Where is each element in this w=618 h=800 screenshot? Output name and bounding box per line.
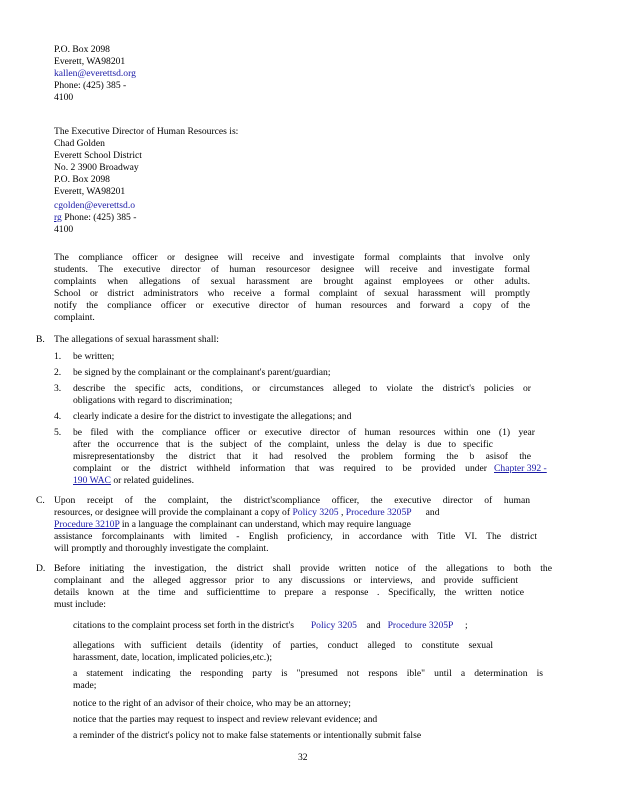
b-item-5-line-1: be filed with the compliance officer or executive director of human resources within one (1) year [73,427,535,438]
b-item-4-num: 4. [54,411,62,422]
intro-line-1: The compliance officer or designee will receive and investigate formal complaints that involve only [54,252,530,263]
contact2-address: No. 2 3900 Broadway [54,162,139,173]
b-item-5-line-2: after the occurrence that is the subject of the complaint, unless the delay is due to specific [73,439,493,450]
intro-line-6: complaint. [54,312,95,323]
c-line-3-text: in a language the complainant can understand, which may require language [119,519,411,530]
contact2-po: P.O. Box 2098 [54,174,110,185]
contact1-phone: Phone: (425) 385 - [54,80,127,91]
b-item-4-text: clearly indicate a desire for the district to investigate the allegations; and [73,411,352,422]
contact2-phone: Phone: (425) 385 - [64,212,137,223]
b-item-5-line-3: misrepresentationsby the district that it had resolved the problem forming the b asisof the [73,451,531,462]
contact2-phone-cont: 4100 [54,224,74,235]
contact2-city: Everett, WA98201 [54,186,126,197]
b-item-3-line-1: describe the specific acts, conditions, or circumstances alleged to violate the district's policies or [73,383,531,394]
b-item-2-text: be signed by the complainant or the complainant's parent/guardian; [73,367,331,378]
procedure-3205p-link-2[interactable]: Procedure 3205P [387,620,454,631]
d-bullet-1 [73,620,468,632]
contact2-name: Chad Golden [54,138,105,149]
b-item-5-num: 5. [54,427,62,438]
section-d-marker: D. [36,563,46,574]
d-line-3: details known at the time and sufficienttime to prepare a response . Specifically, the written notice [54,587,524,598]
c-line-1: Upon receipt of the complaint, the district'scompliance officer, the executive director of human [54,495,530,506]
contact2-phone-row [54,212,136,224]
d-bullet-1-text: citations to the complaint process set forth in the district's [73,620,295,631]
d-bullet-3-line-2: made; [73,680,97,691]
contact1-city: Everett, WA98201 [54,56,126,67]
contact1-phone-cont: 4100 [54,92,74,103]
contact2-district: Everett School District [54,150,142,161]
intro-line-2: students. The executive director of human resourcesor designee will receive and investigate formal [54,264,530,275]
b-item-5-line-5 [73,475,194,487]
policy-3205-link-2[interactable]: Policy 3205 [310,620,357,631]
procedure-3210p-link[interactable]: Procedure 3210P [54,519,120,530]
c-line-2-sep: , [340,507,344,518]
d-bullet-2-line-1: allegations with sufficient details (identity of parties, conduct alleged to constitute sexual [73,640,493,651]
b-item-1-num: 1. [54,351,62,362]
c-line-3 [54,519,411,531]
section-b-lead: The allegations of sexual harassment shall: [54,334,219,345]
c-line-4: assistance forcomplainants with limited - English proficiency, in accordance with Title VI. The district [54,531,537,542]
intro-line-5: notify the compliance officer or executive director of human resources and forward a copy of the [54,300,530,311]
contact1-email-link[interactable]: kallen@everettsd.org [54,68,136,79]
contact1-po: P.O. Box 2098 [54,44,110,55]
intro-line-3: complaints when allegations of sexual harassment are brought against employees or other adults. [54,276,530,287]
d-bullet-4: notice to the right of an advisor of their choice, who may be an attorney; [73,698,351,709]
policy-3205-link[interactable]: Policy 3205 [292,507,339,518]
b-item-2-num: 2. [54,367,62,378]
c-line-2 [54,507,440,519]
contact2-title: The Executive Director of Human Resources is: [54,126,239,137]
d-bullet-6: a reminder of the district's policy not to make false statements or intentionally submit false [73,730,422,741]
intro-line-4: School or district administrators who receive a formal complaint of sexual harassment will promptly [54,288,530,299]
contact2-email-link-cont[interactable]: rg [54,212,62,223]
d-bullet-5: notice that the parties may request to inspect and review relevant evidence; and [73,714,378,725]
procedure-3205p-link[interactable]: Procedure 3205P [345,507,412,518]
section-b-marker: B. [36,334,45,345]
chapter-392-link[interactable]: Chapter 392 - [494,463,547,474]
b-item-1-text: be written; [73,351,115,362]
chapter-392-link-cont[interactable]: 190 WAC [73,475,111,486]
c-line-2-and: and [425,507,440,518]
b-item-5-line-4: complaint or the district withheld information that was required to be provided under [73,463,487,474]
d-line-2: complainant and the alleged aggressor prior to any discussions or interviews, and provide sufficient [54,575,518,586]
contact2-email-link[interactable]: cgolden@everettsd.o [54,200,136,211]
d-line-1: Before initiating the investigation, the district shall provide written notice of the allegations to both the [54,563,552,574]
b-item-3-num: 3. [54,383,62,394]
c-line-2-text: resources, or designee will provide the complainant a copy of [54,507,291,518]
b-item-5-tail: or related guidelines. [110,475,195,486]
c-line-5: will promptly and thoroughly investigate the complaint. [54,543,269,554]
page-number: 32 [298,752,308,763]
d-line-4: must include: [54,599,106,610]
d-bullet-3-line-1: a statement indicating the responding party is "presumed not respons ible" until a determination is [73,668,543,679]
d-bullet-2-line-2: harassment, date, location, implicated policies,etc.); [73,652,273,663]
d-bullet-1-and: and [366,620,381,631]
section-c-marker: C. [36,495,45,506]
d-bullet-1-end: ; [465,620,468,631]
b-item-3-line-2: obligations with regard to discrimination; [73,395,233,406]
